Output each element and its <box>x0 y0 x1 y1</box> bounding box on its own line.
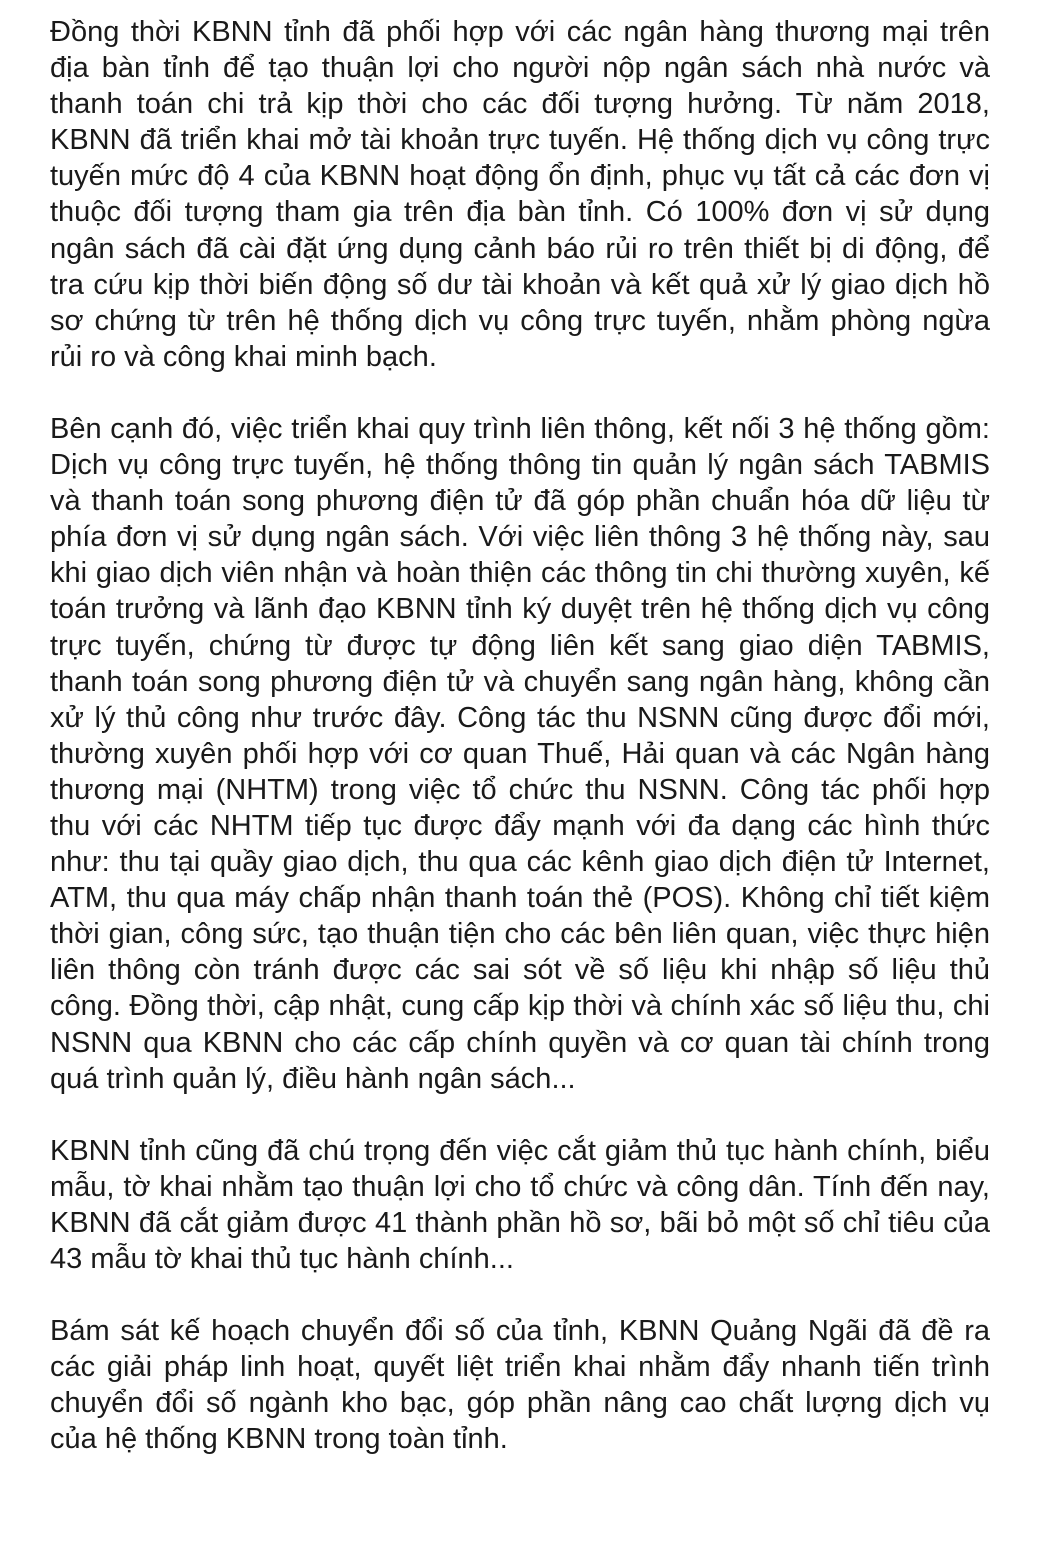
paragraph-4: Bám sát kế hoạch chuyển đổi số của tỉnh, KBNN Quảng Ngãi đã đề ra các giải pháp linh hoạt, quyết liệt triển khai nhằm đẩy nhanh tiến trình chuyển đổi số ngành kho bạc, góp phần nâng cao chất lượng dịch vụ của hệ thống KBNN trong toàn tỉnh. <box>50 1315 990 1456</box>
paragraph-3: KBNN tỉnh cũng đã chú trọng đến việc cắt giảm thủ tục hành chính, biểu mẫu, tờ khai nhằm tạo thuận lợi cho tổ chức và công dân. Tính đến nay, KBNN đã cắt giảm được 41 thành phần hồ sơ, bãi bỏ một số chỉ tiêu của 43 mẫu tờ khai thủ tục hành chính... <box>50 1134 990 1275</box>
article-body <box>50 14 990 1457</box>
paragraph-2: Bên cạnh đó, việc triển khai quy trình liên thông, kết nối 3 hệ thống gồm: Dịch vụ công trực tuyến, hệ thống thông tin quản lý ngân sách TABMIS và thanh toán song phương điện tử đã góp phần chuẩn hóa dữ liệu từ phía đơn vị sử dụng ngân sách. Với việc liên thông 3 hệ thống này, sau khi giao dịch viên nhận và hoàn thiện các thông tin chi thường xuyên, kế toán trưởng và lãnh đạo KBNN tỉnh ký duyệt trên hệ thống dịch vụ công trực tuyến, chứng từ được tự động liên kết sang giao diện TABMIS, thanh toán song phương điện tử và chuyển sang ngân hàng, không cần xử lý thủ công như trước đây. Công tác thu NSNN cũng được đổi mới, thường xuyên phối hợp với cơ quan Thuế, Hải quan và các Ngân hàng thương mại (NHTM) trong việc tổ chức thu NSNN. Công tác phối hợp thu với các NHTM tiếp tục được đẩy mạnh với đa dạng các hình thức như: thu tại quầy giao dịch, thu qua các kênh giao dịch điện tử Internet, ATM, thu qua máy chấp nhận thanh toán thẻ (POS). Không chỉ tiết kiệm thời gian, công sức, tạo thuận tiện cho các bên liên quan, việc thực hiện liên thông còn tránh được các sai sót về số liệu khi nhập số liệu thủ công. Đồng thời, cập nhật, cung cấp kịp thời và chính xác số liệu thu, chi NSNN qua KBNN cho các cấp chính quyền và cơ quan tài chính trong quá trình quản lý, điều hành ngân sách... <box>50 412 990 1095</box>
paragraph-1: Đồng thời KBNN tỉnh đã phối hợp với các ngân hàng thương mại trên địa bàn tỉnh để tạo thuận lợi cho người nộp ngân sách nhà nước và thanh toán chi trả kịp thời cho các đối tượng hưởng. Từ năm 2018, KBNN đã triển khai mở tài khoản trực tuyến. Hệ thống dịch vụ công trực tuyến mức độ 4 của KBNN hoạt động ổn định, phục vụ tất cả các đơn vị thuộc đối tượng tham gia trên địa bàn tỉnh. Có 100% đơn vị sử dụng ngân sách đã cài đặt ứng dụng cảnh báo rủi ro trên thiết bị di động, để tra cứu kịp thời biến động số dư tài khoản và kết quả xử lý giao dịch hồ sơ chứng từ trên hệ thống dịch vụ công trực tuyến, nhằm phòng ngừa rủi ro và công khai minh bạch. <box>50 16 990 373</box>
